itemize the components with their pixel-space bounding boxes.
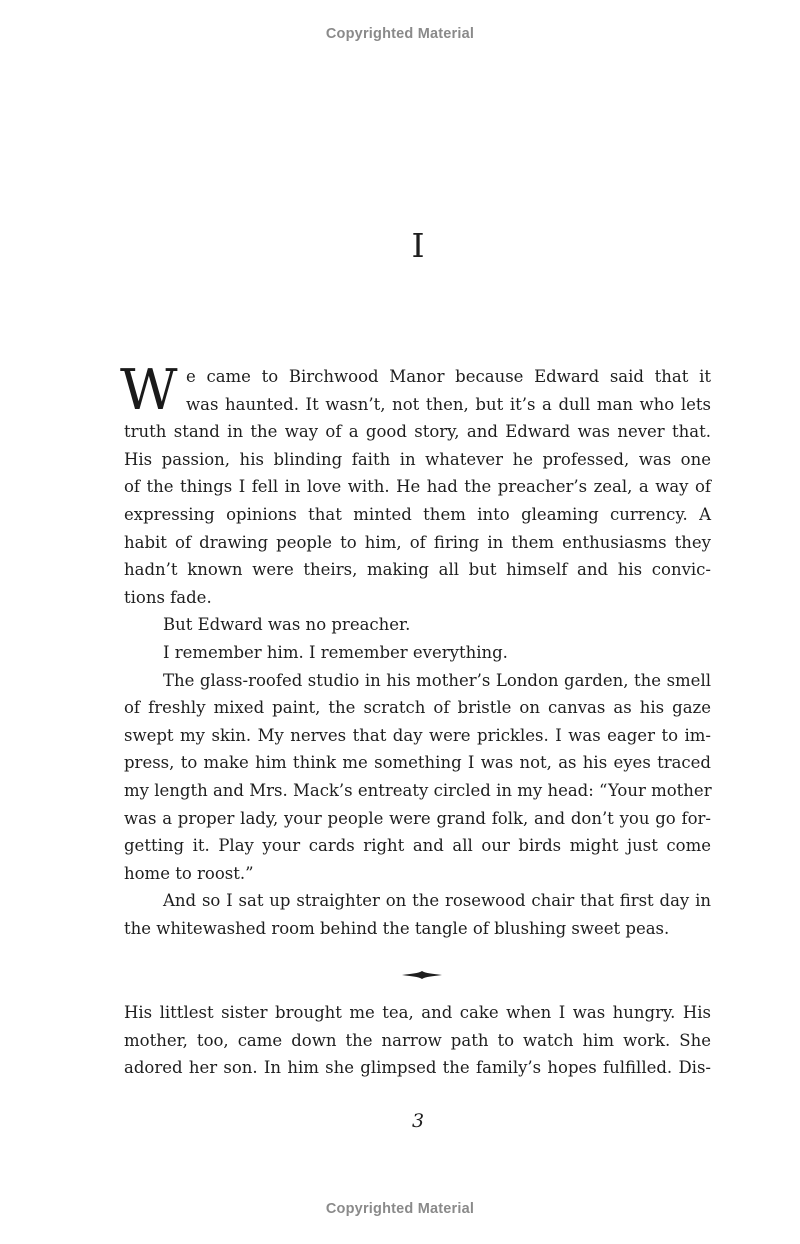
paragraph-5 bbox=[124, 887, 711, 942]
body-text bbox=[120, 358, 712, 942]
text-line: tions fade. bbox=[124, 587, 212, 607]
text-line: was a proper lady, your people were grand folk, and don’t you go for- bbox=[124, 808, 711, 828]
text-line: swept my skin. My nerves that day were prickles. I was eager to im- bbox=[124, 725, 711, 745]
text-line: His passion, his blinding faith in whatever he professed, was one bbox=[124, 449, 711, 469]
chapter-number: I bbox=[411, 226, 425, 265]
text-line: press, to make him think me something I was not, as his eyes traced bbox=[124, 753, 711, 773]
text-line: adored her son. In him she glimpsed the family’s hopes fulfilled. Dis- bbox=[124, 1058, 711, 1078]
paragraph-3: I remember him. I remember everything. bbox=[163, 642, 508, 662]
text-line: His littlest sister brought me tea, and cake when I was hungry. His bbox=[124, 1003, 711, 1022]
text-line: the whitewashed room behind the tangle of blushing sweet peas. bbox=[124, 918, 670, 938]
drop-cap: W bbox=[120, 358, 178, 423]
copyright-footer: Copyrighted Material bbox=[325, 1201, 475, 1217]
section-break-ornament bbox=[400, 968, 444, 982]
text-line: my length and Mrs. Mack’s entreaty circled in my head: “Your mother bbox=[124, 780, 712, 800]
paragraph-6 bbox=[124, 999, 711, 1082]
text-line: habit of drawing people to him, of firing in them enthusiasms they bbox=[124, 532, 711, 552]
text-line: was haunted. It wasn’t, not then, but it’s a dull man who lets bbox=[186, 394, 711, 414]
text-line: The glass-roofed studio in his mother’s London garden, the smell bbox=[163, 670, 711, 690]
paragraph-2: But Edward was no preacher. bbox=[163, 615, 411, 635]
copyright-header: Copyrighted Material bbox=[325, 26, 475, 42]
paragraph-1 bbox=[120, 358, 711, 611]
text-line: of the things I fell in love with. He had the preacher’s zeal, a way of bbox=[124, 477, 711, 497]
paragraph-4 bbox=[124, 667, 711, 888]
text-line: getting it. Play your cards right and all our birds might just come bbox=[124, 836, 711, 856]
text-line: hadn’t known were theirs, making all but himself and his convic- bbox=[124, 560, 711, 580]
text-line: mother, too, came down the narrow path to watch him work. She bbox=[124, 1030, 711, 1050]
text-line: And so I sat up straighter on the rosewood chair that first day in bbox=[163, 891, 711, 911]
body-text-continued bbox=[124, 999, 711, 1082]
text-line: e came to Birchwood Manor because Edward said that it bbox=[186, 367, 711, 386]
text-line: home to roost.” bbox=[124, 863, 254, 883]
text-line: truth stand in the way of a good story, and Edward was never that. bbox=[124, 422, 711, 442]
text-line: expressing opinions that minted them into gleaming currency. A bbox=[124, 504, 711, 524]
text-line: of freshly mixed paint, the scratch of bristle on canvas as his gaze bbox=[124, 698, 711, 718]
page-number: 3 bbox=[411, 1110, 425, 1132]
